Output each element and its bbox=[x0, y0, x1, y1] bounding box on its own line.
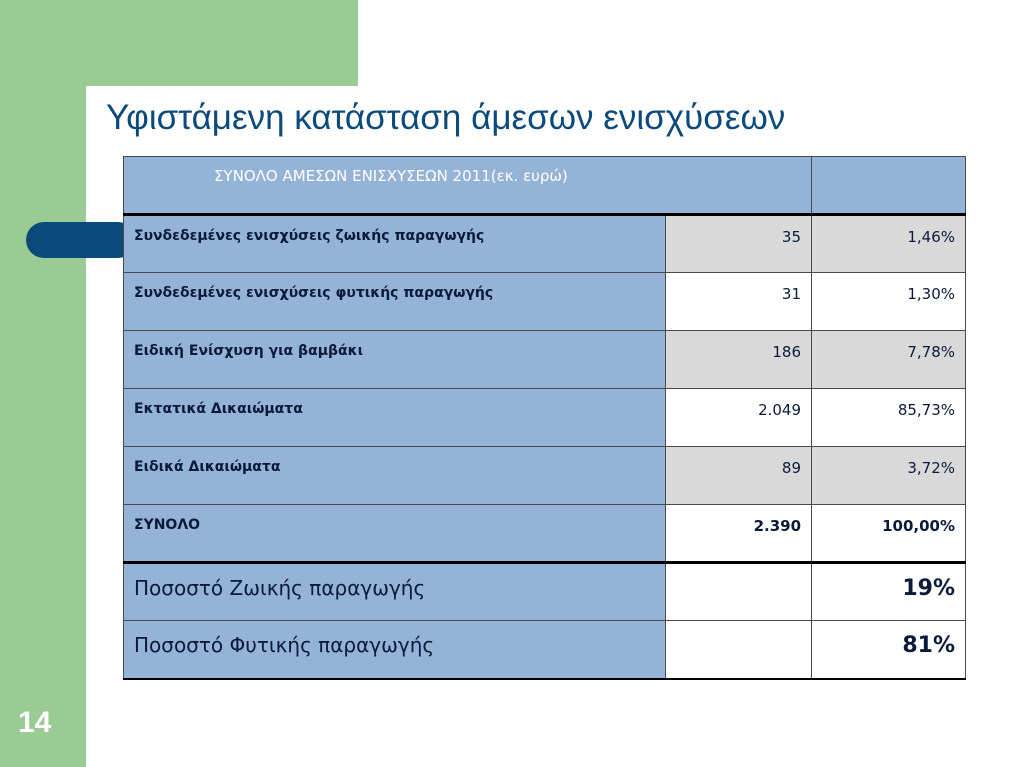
total-value: 2.390 bbox=[666, 505, 812, 563]
summary-label: Ποσοστό Φυτικής παραγωγής bbox=[124, 621, 666, 679]
row-label: Ειδικά Δικαιώματα bbox=[124, 447, 666, 505]
row-label: Συνδεδεμένες ενισχύσεις ζωικής παραγωγής bbox=[124, 215, 666, 273]
slide-title: Υφιστάμενη κατάσταση άμεσων ενισχύσεων bbox=[106, 98, 786, 137]
summary-value bbox=[666, 621, 812, 679]
page-number: 14 bbox=[18, 706, 52, 739]
row-percent: 3,72% bbox=[812, 447, 966, 505]
row-percent: 85,73% bbox=[812, 389, 966, 447]
table-header-row bbox=[124, 157, 966, 215]
table-row bbox=[124, 215, 966, 273]
total-label: ΣΥΝΟΛΟ bbox=[124, 505, 666, 563]
table-row bbox=[124, 447, 966, 505]
summary-label: Ποσοστό Ζωικής παραγωγής bbox=[124, 563, 666, 621]
row-value: 89 bbox=[666, 447, 812, 505]
table-header-title: ΣΥΝΟΛΟ ΑΜΕΣΩΝ ΕΝΙΣΧΥΣΕΩΝ 2011(εκ. ευρώ) bbox=[124, 157, 812, 215]
summary-row bbox=[124, 563, 966, 621]
summary-percent: 81% bbox=[812, 621, 966, 679]
table-row bbox=[124, 331, 966, 389]
table-row bbox=[124, 273, 966, 331]
summary-value bbox=[666, 563, 812, 621]
row-value: 2.049 bbox=[666, 389, 812, 447]
row-percent: 7,78% bbox=[812, 331, 966, 389]
summary-percent: 19% bbox=[812, 563, 966, 621]
direct-payments-table bbox=[123, 156, 966, 680]
total-percent: 100,00% bbox=[812, 505, 966, 563]
row-value: 35 bbox=[666, 215, 812, 273]
table-header-empty-cell bbox=[812, 157, 966, 215]
table-row bbox=[124, 389, 966, 447]
table-total-row bbox=[124, 505, 966, 563]
decorative-pill bbox=[26, 222, 136, 258]
row-value: 186 bbox=[666, 331, 812, 389]
summary-row bbox=[124, 621, 966, 679]
row-label: Εκτατικά Δικαιώματα bbox=[124, 389, 666, 447]
row-percent: 1,46% bbox=[812, 215, 966, 273]
background-green-sidebar bbox=[0, 0, 86, 767]
row-label: Ειδική Ενίσχυση για βαμβάκι bbox=[124, 331, 666, 389]
row-value: 31 bbox=[666, 273, 812, 331]
row-percent: 1,30% bbox=[812, 273, 966, 331]
row-label: Συνδεδεμένες ενισχύσεις φυτικής παραγωγής bbox=[124, 273, 666, 331]
